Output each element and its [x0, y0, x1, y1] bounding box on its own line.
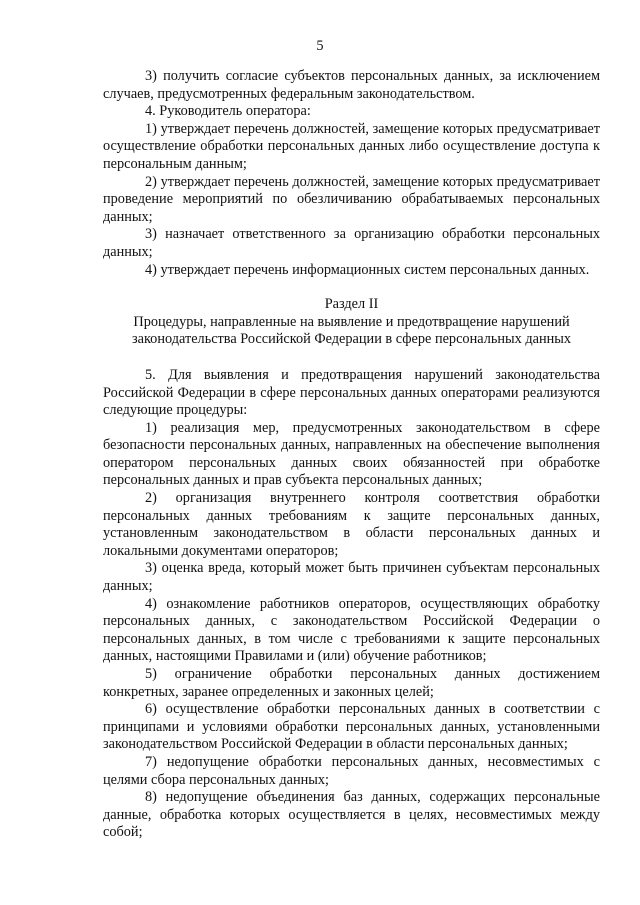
section-label: Раздел II: [324, 296, 379, 313]
paragraph: 3) получить согласие субъектов персональных данных, за исключением случаев, предусмотренных федеральным законодательством.: [103, 68, 600, 102]
paragraph: 2) организация внутреннего контроля соответствия обработки персональных данных требованиям к защите персональных данных, установленным законодательством в области персональных данных и локальными документами операторов;: [103, 490, 600, 559]
paragraph: 1) утверждает перечень должностей, замещение которых предусматривает осуществление обработки персональных данных либо осуществление доступа к персональным данным;: [103, 120, 600, 172]
paragraph: 4. Руководитель оператора:: [145, 103, 311, 120]
paragraph: 5) ограничение обработки персональных данных достижением конкретных, заранее определенных и законных целей;: [103, 666, 600, 700]
paragraph: 6) осуществление обработки персональных данных в соответствии с принципами и условиями обработки персональных данных, установленными законодательством Российской Федерации в области персональных данных;: [103, 701, 600, 753]
paragraph: 4) ознакомление работников операторов, осуществляющих обработку персональных данных, с законодательством Российской Федерации о персональных данных, в том числе с требованиями к защите персональных данных, настоящими Правилами и (или) обучение работников;: [103, 595, 600, 665]
paragraph: 5. Для выявления и предотвращения нарушений законодательства Российской Федерации в сфере персональных данных операторами реализуются следующие процедуры:: [103, 366, 600, 419]
paragraph: 7) недопущение обработки персональных данных, несовместимых с целями сбора персональных данных;: [103, 753, 600, 788]
paragraph: 2) утверждает перечень должностей, замещение которых предусматривает проведение мероприятий по обезличиванию обрабатываемых персональных данных;: [103, 173, 600, 225]
document-body: [103, 68, 600, 842]
paragraph: 8) недопущение объединения баз данных, содержащих персональные данные, обработка которых осуществляется в целях, несовместимых между собой;: [103, 789, 600, 841]
paragraph: 3) оценка вреда, который может быть причинен субъектам персональных данных;: [103, 560, 600, 595]
paragraph: 3) назначает ответственного за организацию обработки персональных данных;: [103, 226, 600, 260]
section-title: Процедуры, направленные на выявление и предотвращение нарушений законодательства Российской Федерации в сфере персональных данных: [131, 313, 572, 348]
page-number: 5: [316, 38, 324, 54]
paragraph: 4) утверждает перечень информационных систем персональных данных.: [145, 261, 590, 278]
paragraph: 1) реализация мер, предусмотренных законодательством в сфере безопасности персональных данных, направленных на обеспечение выполнения оператором персональных данных своих обязанностей при обработке персональных данных и прав субъекта персональных данных;: [103, 419, 600, 489]
